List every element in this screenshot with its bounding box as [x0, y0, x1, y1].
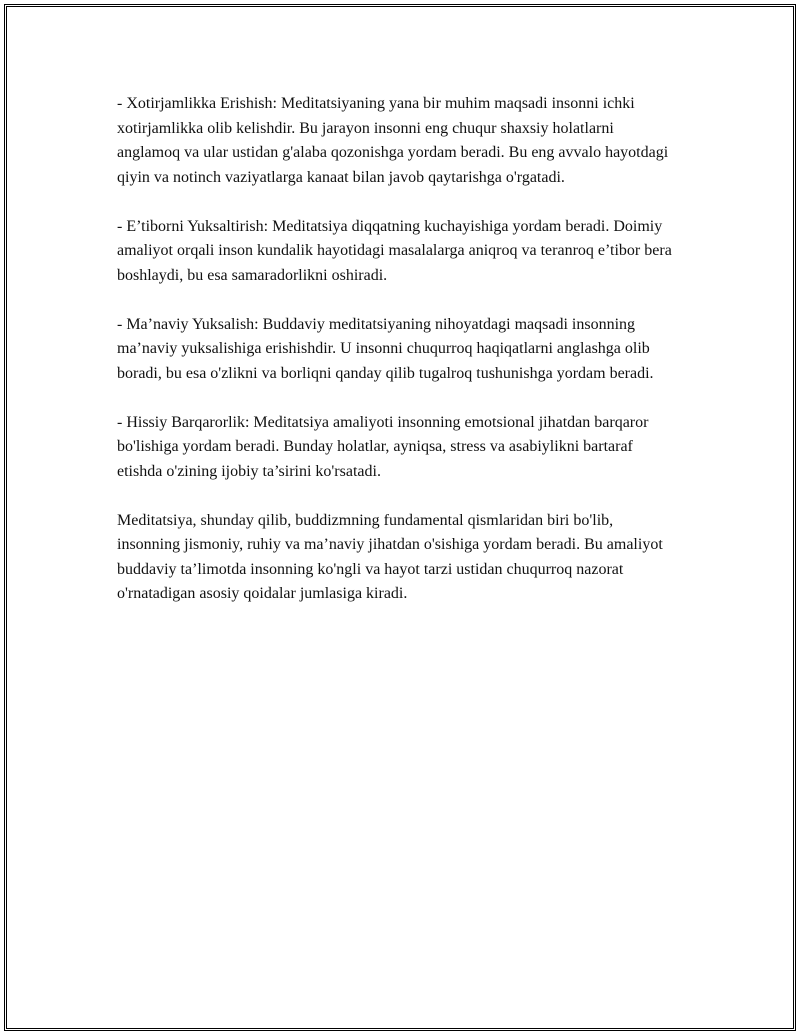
paragraph-manaviy-yuksalish: - Ma’naviy Yuksalish: Buddaviy meditatsiyaning nihoyatdagi maqsadi insonning ma’naviy yuksalishiga erishishdir. U insonni chuqurroq haqiqatlarni anglashga olib boradi, bu esa o'zlikni va borliqni qanday qilib tugalroq tushunishga yordam beradi.	[117, 315, 654, 382]
paragraph-hissiy-barqarorlik: - Hissiy Barqarorlik: Meditatsiya amaliyoti insonning emotsional jihatdan barqaror bo'lishiga yordam beradi. Bunday holatlar, ayniqsa, stress va asabiylikni bartaraf etishda o'zining ijobiy ta’sirini ko'rsatadi.	[117, 413, 649, 480]
paragraph-conclusion: Meditatsiya, shunday qilib, buddizmning fundamental qismlaridan biri bo'lib, insonning jismoniy, ruhiy va ma’naviy jihatdan o'sishiga yordam beradi. Bu amaliyot buddaviy ta’limotda insonning ko'ngli va hayot tarzi ustidan chuqurroq nazorat o'rnatadigan asosiy qoidalar jumlasiga kiradi.	[117, 511, 663, 602]
paragraph-etiborni-yuksaltirish: - E’tiborni Yuksaltirish: Meditatsiya diqqatning kuchayishiga yordam beradi. Doimiy amaliyot orqali inson kundalik hayotidagi masalalarga aniqroq va teranroq e’tibor bera boshlaydi, bu esa samaradorlikni oshiradi.	[117, 217, 672, 284]
paragraph-xotirjamlikka-erishish: - Xotirjamlikka Erishish: Meditatsiyaning yana bir muhim maqsadi insonni ichki xotirjamlikka olib kelishdir. Bu jarayon insonni eng chuqur shaxsiy holatlarni anglamoq va ular ustidan g'alaba qozonishga yordam beradi. Bu eng avvalo hayotdagi qiyin va notinch vaziyatlarga kanaat bilan javob qaytarishga o'rgatadi.	[117, 95, 669, 186]
document-body	[117, 92, 677, 631]
